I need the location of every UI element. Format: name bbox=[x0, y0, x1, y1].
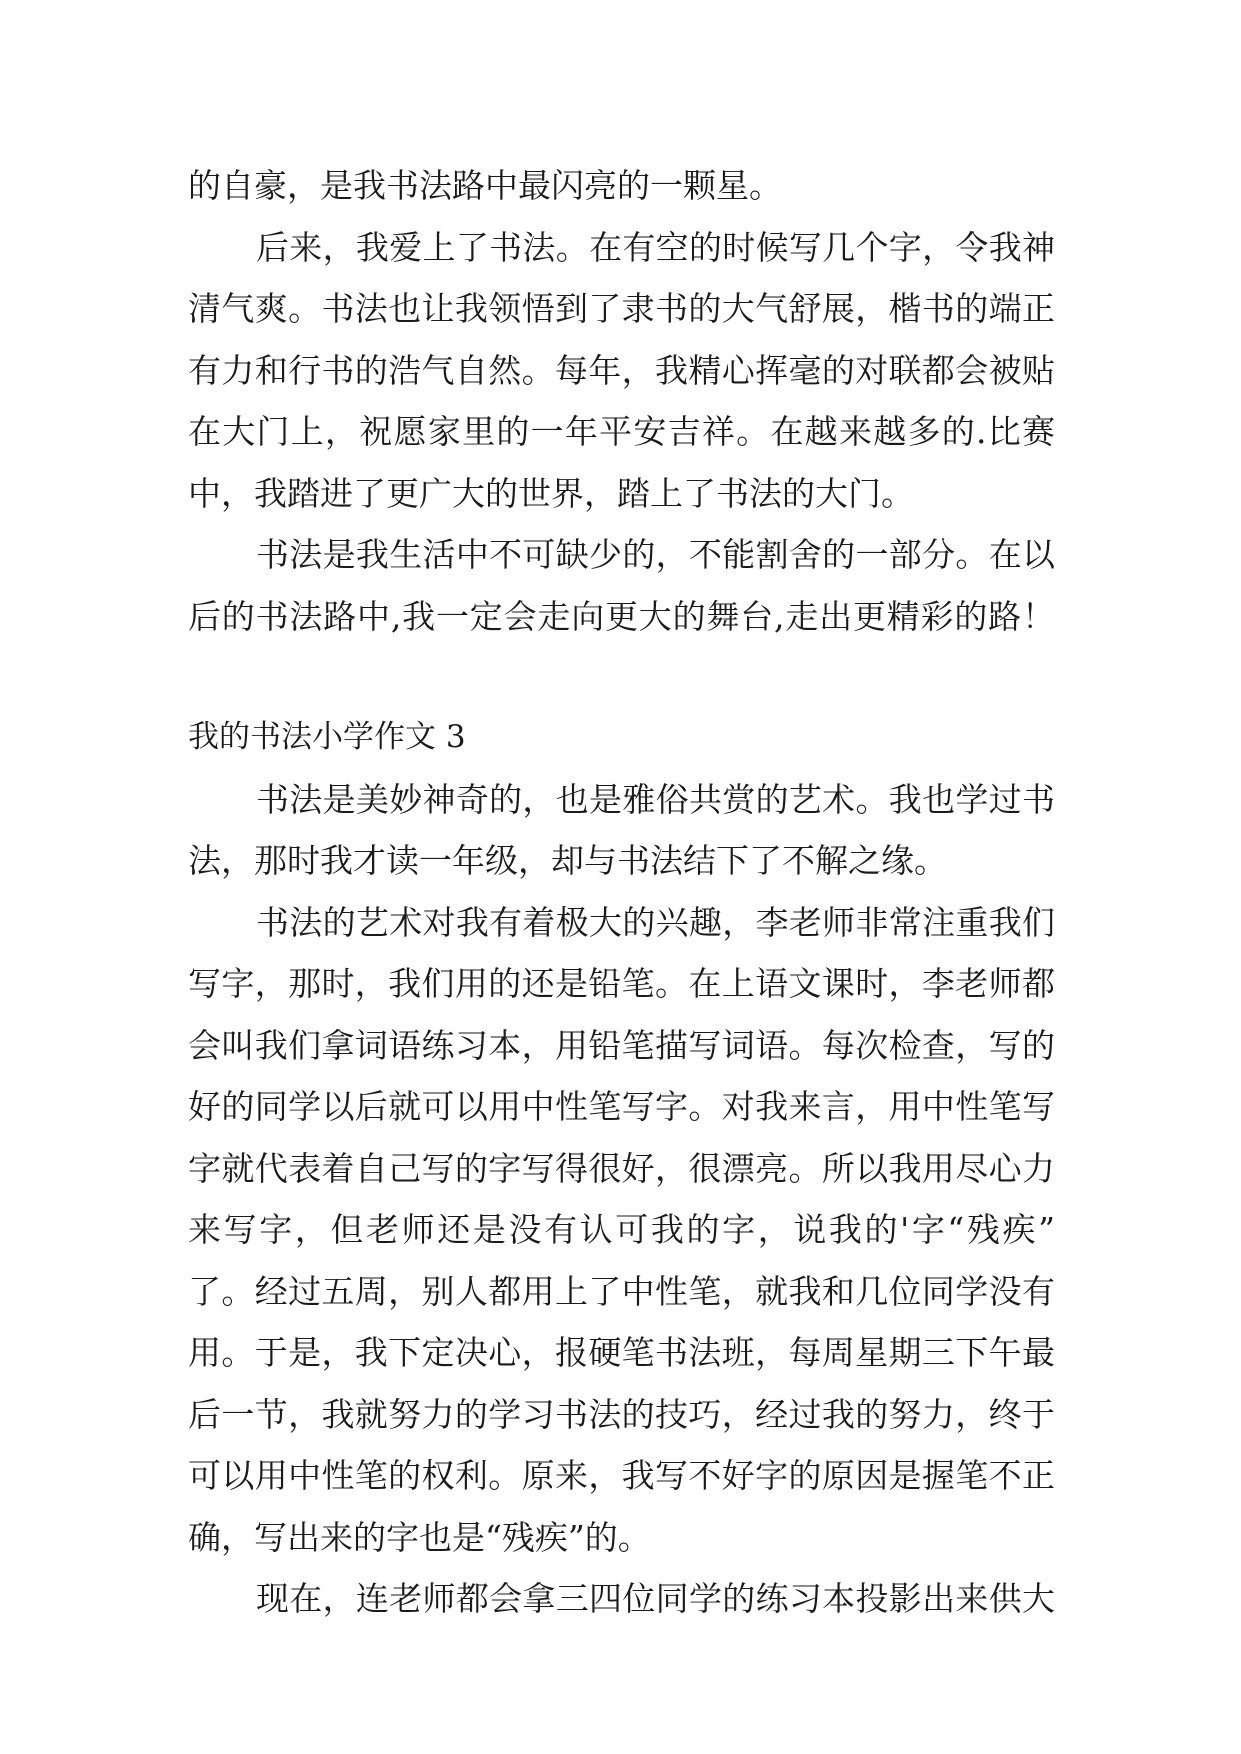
paragraph-line: 的自豪，是我书法路中最闪亮的一颗星。 bbox=[188, 166, 782, 205]
paragraph-line: 确，写出来的字也是“残疾”的。 bbox=[188, 1517, 651, 1557]
paragraph-line: 书法是我生活中不可缺少的，不能割舍的一部分。在以 bbox=[256, 535, 1055, 574]
paragraph-line: 中，我踏进了更广大的世界，踏上了书法的大门。 bbox=[188, 473, 914, 513]
paragraph-line: 有力和行书的浩气自然。每年，我精心挥毫的对联都会被贴 bbox=[188, 350, 1055, 390]
document-page bbox=[188, 155, 1055, 1630]
paragraph-line: 了。经过五周，别人都用上了中性笔，就我和几位同学没有 bbox=[188, 1271, 1055, 1311]
paragraph-line: 可以用中性笔的权利。原来，我写不好字的原因是握笔不正 bbox=[188, 1456, 1055, 1495]
paragraph-line: 法，那时我才读一年级，却与书法结下了不解之缘。 bbox=[188, 841, 947, 880]
paragraph-line: 用。于是，我下定决心，报硬笔书法班，每周星期三下午最 bbox=[188, 1333, 1055, 1372]
section-heading: 我的书法小学作文 3 bbox=[188, 719, 466, 755]
paragraph-line: 字就代表着自己写的字写得很好，很漂亮。所以我用尽心力 bbox=[188, 1148, 1055, 1188]
paragraph-line: 书法是美妙神奇的，也是雅俗共赏的艺术。我也学过书 bbox=[256, 779, 1055, 819]
paragraph-line: 清气爽。书法也让我领悟到了隶书的大气舒展，楷书的端正 bbox=[188, 289, 1055, 328]
paragraph-line: 书法的艺术对我有着极大的兴趣，李老师非常注重我们 bbox=[256, 902, 1055, 942]
paragraph-line: 在大门上，祝愿家里的一年平安吉祥。在越来越多的.比赛 bbox=[188, 412, 1055, 451]
paragraph-line: 现在，连老师都会拿三四位同学的练习本投影出来供大 bbox=[256, 1579, 1055, 1618]
paragraph-line: 后一节，我就努力的学习书法的技巧，经过我的努力，终于 bbox=[188, 1394, 1055, 1434]
paragraph-line: 好的同学以后就可以用中性笔写字。对我来言，用中性笔写 bbox=[188, 1087, 1055, 1126]
paragraph-line: 会叫我们拿词语练习本，用铅笔描写词语。每次检查，写的 bbox=[188, 1025, 1055, 1065]
paragraph-line: 后的书法路中,我一定会走向更大的舞台,走出更精彩的路！ bbox=[188, 596, 1055, 636]
paragraph-line: 写字，那时，我们用的还是铅笔。在上语文课时，李老师都 bbox=[188, 964, 1055, 1003]
paragraph-line: 后来，我爱上了书法。在有空的时候写几个字，令我神 bbox=[256, 227, 1055, 267]
paragraph-line: 来写字，但老师还是没有认可我的字，说我的'字“残疾” bbox=[188, 1210, 1055, 1249]
section-gap bbox=[188, 647, 1055, 707]
